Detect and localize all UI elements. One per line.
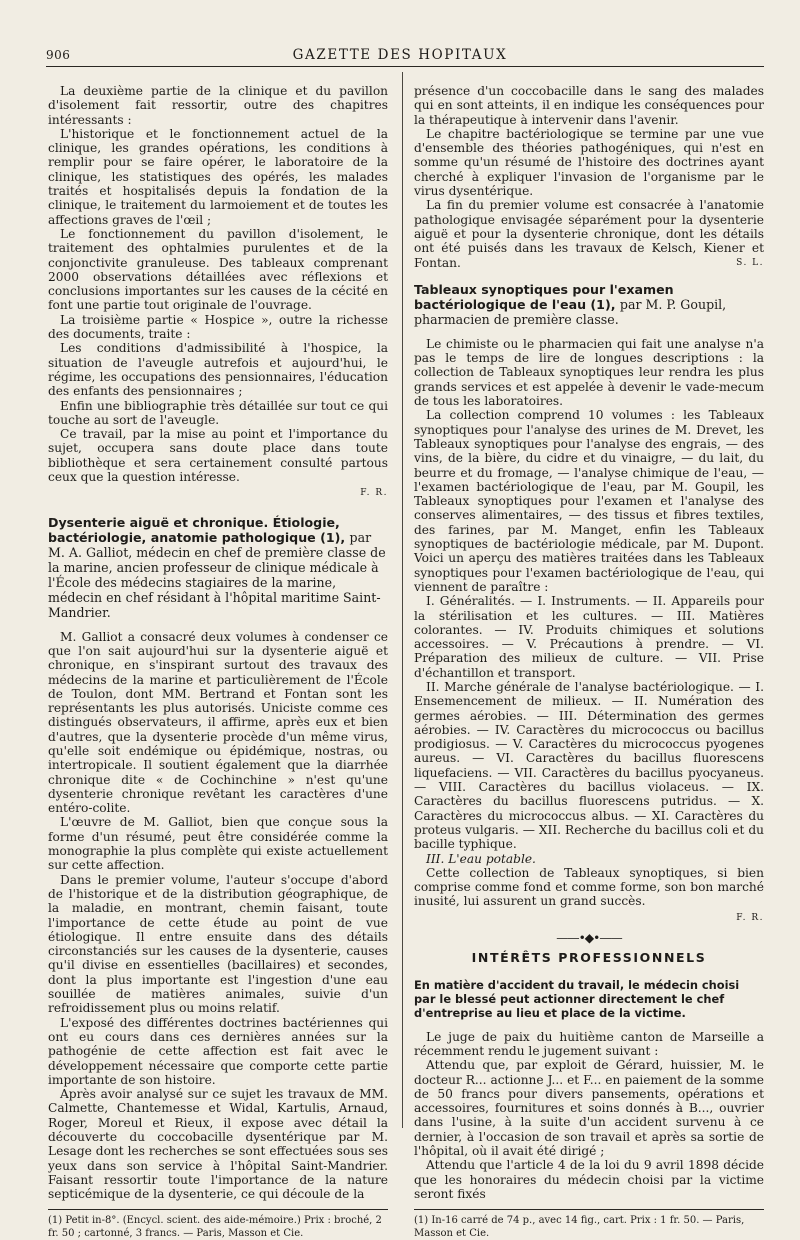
paragraph: M. Galliot a consacré deux volumes à condenser ce que l'on sait aujourd'hui sur la dysenterie aiguë et chronique, en s'inspirant surtout des travaux des médecins de la marine et particulièrement de l'École de Toulon, dont MM. Bertrand et Fontan sont les représentants les plus autorisés. Uniciste comme ces distingués observateurs, il affirme, après eux et bien d'autres, que la dysenterie procède d'un même virus, qu'elle soit endémique ou épidémique, nostras, ou intertropicale. Il soutient également que la diarrhée chronique dite « de Cochinchine » n'est qu'une dysenterie chronique revêtant les caractères d'une entéro-colite. bbox=[48, 629, 388, 816]
article-byline: par M. A. Galliot, médecin en chef de première classe de la marine, ancien professeur de clinique médicale à l'École des médecins stagiaires de la marine, médecin en chef résidant à l'hôpital maritime Saint-Mandrier. bbox=[48, 529, 386, 620]
article-title: Dysenterie aiguë et chronique. Étiologie, bactériologie, anatomie pathologique (1), bbox=[48, 514, 346, 545]
header-rule bbox=[46, 66, 764, 67]
paragraph: Après avoir analysé sur ce sujet les travaux de MM. Calmette, Chantemesse et Widal, Kartulis, Arnaud, Roger, Moreul et Rieux, il expose avec détail la découverte du coccobacille dysentérique par M. Lesage dont les recherches se sont effectuées sous ses yeux dans son service à l'hôpital Saint-Mandrier. Faisant ressortir toute l'importance de la nature septicémique de la dysenterie, ce qui découle de la bbox=[48, 1087, 388, 1202]
column-divider bbox=[402, 72, 403, 1128]
right-column bbox=[414, 84, 764, 1240]
article-heading bbox=[414, 282, 764, 327]
paragraph: Le juge de paix du huitième canton de Marseille a récemment rendu le jugement suivant : bbox=[414, 1029, 764, 1058]
paragraph: Cette collection de Tableaux synoptiques, si bien comprise comme fond et comme forme, son bon marché inusité, lui assurent un grand succès. bbox=[414, 865, 764, 909]
paragraph: Attendu que l'article 4 de la loi du 9 avril 1898 décide que les honoraires du médecin choisi par la victime seront fixés bbox=[414, 1158, 764, 1201]
article-title: Tableaux synoptiques pour l'examen bactériologique de l'eau (1), bbox=[414, 281, 674, 312]
paragraph: Le chimiste ou le pharmacien qui fait une analyse n'a pas le temps de lire de longues descriptions : la collection de Tableaux synoptiques leur rendra les plus grands services et est appelée à devenir le vade-mecum de tous les laboratoires. bbox=[414, 336, 764, 409]
author-initials: F. R. bbox=[360, 488, 388, 499]
paragraph: Attendu que, par exploit de Gérard, huissier, M. le docteur R... actionne J... et F... en paiement de la somme de 50 francs pour divers pansements, opérations et accessoires, fournitures et soins donnés à B..., ouvrier dans l'usine, à la suite d'un accident survenu à ce dernier, à l'occasion de son travail et après sa sortie de l'hôpital, où il avait été dirigé ; bbox=[414, 1058, 764, 1158]
paragraph: La troisième partie « Hospice », outre la richesse des documents, traite : bbox=[48, 312, 388, 342]
paragraph: Enfin une bibliographie très détaillée sur tout ce qui touche au sort de l'aveugle. bbox=[48, 398, 388, 427]
paragraph: Le fonctionnement du pavillon d'isolement, le traitement des ophtalmies purulentes et de la conjonctivite granuleuse. Des tableaux comprenant 2000 observations détaillées avec réflexions et conclusions importantes sur les causes de la cécité en font une partie tout originale de l'ouvrage. bbox=[48, 226, 388, 313]
paragraph bbox=[414, 198, 764, 269]
running-head: GAZETTE DES HOPITAUX bbox=[292, 47, 508, 63]
footnote: (1) In-16 carré de 74 p., avec 14 fig., cart. Prix : 1 fr. 50. — Paris, Masson et Cie. bbox=[414, 1215, 745, 1239]
section-title: INTÉRÊTS PROFESSIONNELS bbox=[471, 950, 707, 966]
paragraph-text: La fin du premier volume est consacrée à l'anatomie pathologique envisagée séparément pour la dysenterie aiguë et pour la dysenterie chronique, dont les détails ont été puisés dans les travaux de Kelsch, Kiener et Fontan. bbox=[414, 198, 764, 270]
contents-item: II. Marche générale de l'analyse bactériologique. — I. Ensemencement de milieux. — II. Numération des germes aérobies. — III. Détermination des germes aérobies. — IV. Caractères du micrococcus ou bacillus prodigiosus. — V. Caractères du micrococcus pyogenes aureus. — VI. Caractères du bacillus fluorescens liquefaciens. — VII. Caractères du bacillus pyocyaneus. — VIII. Caractères du bacillus violaceus. — IX. Caractères du bacillus fluorescens putridus. — X. Caractères du micrococcus albus. — XI. Caractères du proteus vulgaris. — XII. Recherche du bacillus coli et du bacille typhique. bbox=[414, 679, 764, 852]
subsection-heading: En matière d'accident du travail, le médecin choisi par le blessé peut actionner directement le chef d'entreprise au lieu et place de la victime. bbox=[414, 977, 740, 1020]
footnote-rule bbox=[414, 1209, 764, 1210]
section-ornament: ——•◆•—— bbox=[556, 931, 622, 946]
contents-item: III. L'eau potable. bbox=[426, 851, 536, 866]
left-column bbox=[48, 84, 388, 1240]
author-initials: S. L. bbox=[736, 257, 764, 268]
paragraph: Le chapitre bactériologique se termine par une vue d'ensemble des théories pathogéniques, qui n'est en somme qu'un résumé de l'histoire des doctrines ayant cherché à expliquer l'invasion de l'organisme par le virus dysentérique. bbox=[414, 126, 764, 199]
paragraph: L'exposé des différentes doctrines bactériennes qui ont eu cours dans ces dernières années sur la pathogénie de cette affection est fait avec le développement nécessaire que comporte cette partie importante de son histoire. bbox=[48, 1015, 388, 1087]
paragraph: La collection comprend 10 volumes : les Tableaux synoptiques pour l'analyse des urines de M. Drevet, les Tableaux synoptiques pour l'analyse des engrais, — des vins, de la bière, du cidre et du vinaigre, — du lait, du beurre et du fromage, — l'analyse chimique de l'eau, — l'examen bactériologique de l'eau, par M. Goupil, les Tableaux synoptiques pour l'examen et l'analyse des conserves alimentaires, — des tissus et fibres textiles, des farines, par M. Manget, enfin les Tableaux synoptiques de bactériologie médicale, par M. Dupont. Voici un aperçu des matières traitées dans les Tableaux synoptiques pour l'examen bactériologique de l'eau, qui viennent de paraître : bbox=[414, 408, 764, 594]
paragraph: La deuxième partie de la clinique et du pavillon d'isolement fait ressortir, outre des chapitres intéressants : bbox=[48, 84, 388, 127]
footnote: (1) Petit in-8°. (Encycl. scient. des aide-mémoire.) Prix : broché, 2 fr. 50 ; cartonné, 3 francs. — Paris, Masson et Cie. bbox=[48, 1215, 382, 1239]
paragraph: L'œuvre de M. Galliot, bien que conçue sous la forme d'un résumé, peut être considérée comme la monographie la plus complète qui existe actuellement sur cette affection. bbox=[48, 815, 388, 873]
page-number: 906 bbox=[46, 48, 71, 62]
contents-item: I. Généralités. — I. Instruments. — II. Appareils pour la stérilisation et les cultures. — III. Matières colorantes. — IV. Produits chimiques et solutions accessoires. — V. Précautions à prendre. — VI. Préparation des milieux de culture. — VII. Prise d'échantillon et transport. bbox=[414, 594, 764, 680]
paragraph: Les conditions d'admissibilité à l'hospice, la situation de l'aveugle autrefois et aujourd'hui, le régime, les occupations des pensionnaires, l'éducation des enfants des pensionnaires ; bbox=[48, 341, 388, 399]
paragraph: présence d'un coccobacille dans le sang des malades qui en sont atteints, il en indique les conséquences pour la thérapeutique à intervenir dans l'avenir. bbox=[414, 84, 764, 127]
paragraph: Ce travail, par la mise au point et l'importance du sujet, occupera sans doute place dans toute bibliothèque et sera certainement consulté partous ceux que la question intéresse. bbox=[48, 427, 388, 485]
paragraph: Dans le premier volume, l'auteur s'occupe d'abord de l'historique et de la distribution géographique, de la maladie, en montrant, chemin faisant, toute l'importance de cette étude au point de vue étiologique. Il entre ensuite dans des détails circonstanciés sur les causes de la dysenterie, causes qu'il divise en essentielles (bacillaires) et secondes, dont la plus importante est l'ingestion d'une eau souillée de matières animales, suivie d'un refroidissement plus ou moins relatif. bbox=[48, 872, 388, 1016]
article-heading bbox=[48, 515, 388, 620]
article-byline: par M. P. Goupil, pharmacien de première classe. bbox=[414, 296, 727, 327]
author-initials: F. R. bbox=[736, 912, 764, 923]
paragraph: L'historique et le fonctionnement actuel de la clinique, les grandes opérations, les conditions à remplir pour se faire opérer, le laboratoire de la clinique, les statistiques des opérés, les malades traités et hospitalisés depuis la fondation de la clinique, le traitement du larmoiement et de toutes les affections graves de l'œil ; bbox=[48, 126, 388, 227]
footnote-rule bbox=[48, 1209, 388, 1210]
